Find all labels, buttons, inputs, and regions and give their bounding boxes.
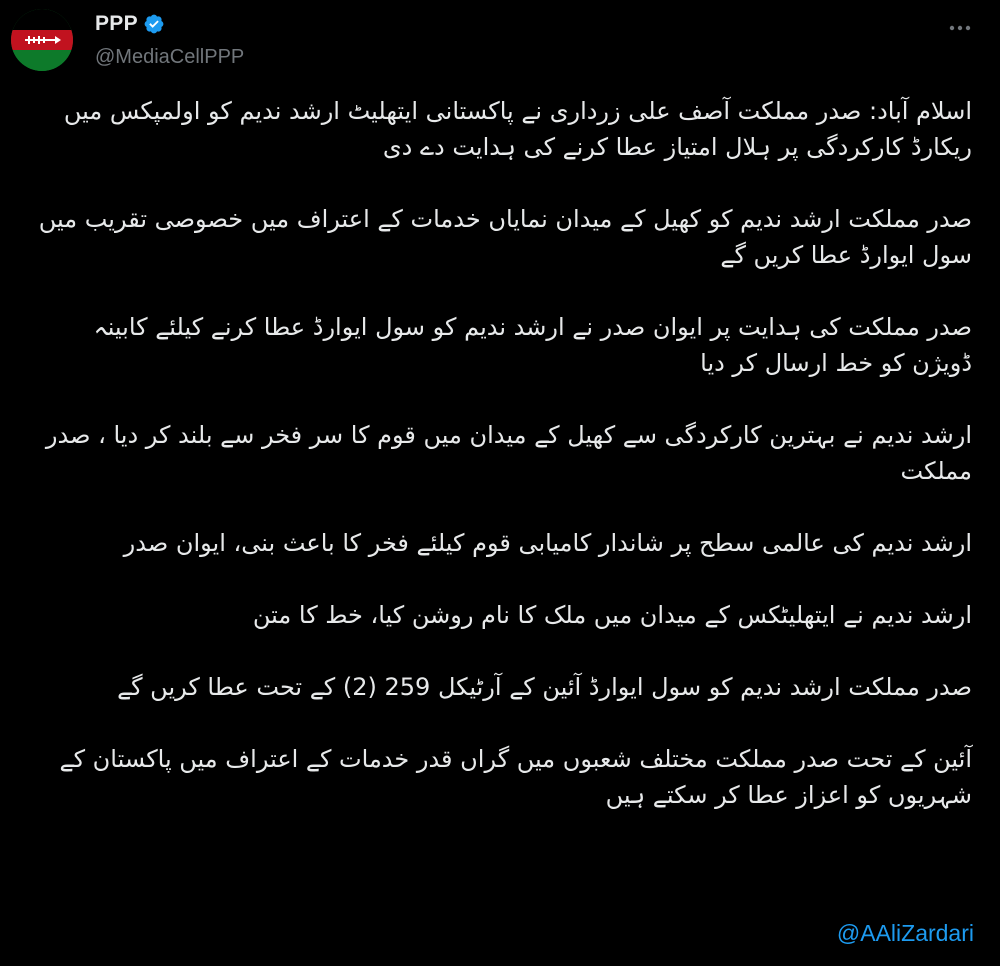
post-paragraph: صدر مملکت ارشد ندیم کو سول ایوارڈ آئین کے آرٹیکل 259 (2) کے تحت عطا کریں گے — [117, 673, 972, 701]
post-paragraph: ارشد ندیم کی عالمی سطح پر شاندار کامیابی قوم کیلئے فخر کا باعث بنی، ایوان صدر — [123, 529, 972, 557]
author-name-row[interactable] — [95, 12, 165, 36]
post-paragraph: صدر مملکت ارشد ندیم کو کھیل کے میدان نمایاں خدمات کے اعتراف میں خصوصی تقریب میں سول ایوارڈ عطا کریں گے — [38, 205, 972, 269]
post-paragraph: آئین کے تحت صدر مملکت مختلف شعبوں میں گراں قدر خدمات کے اعتراف میں پاکستان کے شہریوں کو اعزاز عطا کر سکتے ہیں — [59, 745, 972, 809]
post-paragraph: صدر مملکت کی ہدایت پر ایوان صدر نے ارشد ندیم کو سول ایوارڈ عطا کرنے کیلئے کابینہ ڈویژن کو خط ارسال کر دیا — [93, 313, 972, 377]
more-options-button[interactable] — [946, 14, 974, 42]
post-paragraph: ارشد ندیم نے ایتھلیٹکس کے میدان میں ملک کا نام روشن کیا، خط کا متن — [252, 601, 972, 629]
display-name[interactable]: PPP — [95, 12, 138, 35]
ppp-flag-logo — [11, 9, 73, 71]
post-paragraph: اسلام آباد: صدر مملکت آصف علی زرداری نے پاکستانی ایتھلیٹ ارشد ندیم کو اولمپکس میں ریکارڈ کارکردگی پر ہلال امتیاز عطا کرنے کی ہدایت دے دی — [63, 97, 972, 161]
mention-link[interactable]: @AAliZardari — [836, 920, 974, 946]
more-horizontal-icon — [949, 25, 971, 31]
verified-badge-icon — [143, 13, 165, 35]
post-paragraph: ارشد ندیم نے بہترین کارکردگی سے کھیل کے میدان میں قوم کا سر فخر سے بلند کر دیا ، صدر مملکت — [45, 421, 972, 485]
user-handle[interactable]: @MediaCellPPP — [95, 46, 245, 68]
post-text — [30, 93, 972, 813]
avatar[interactable] — [11, 9, 73, 71]
